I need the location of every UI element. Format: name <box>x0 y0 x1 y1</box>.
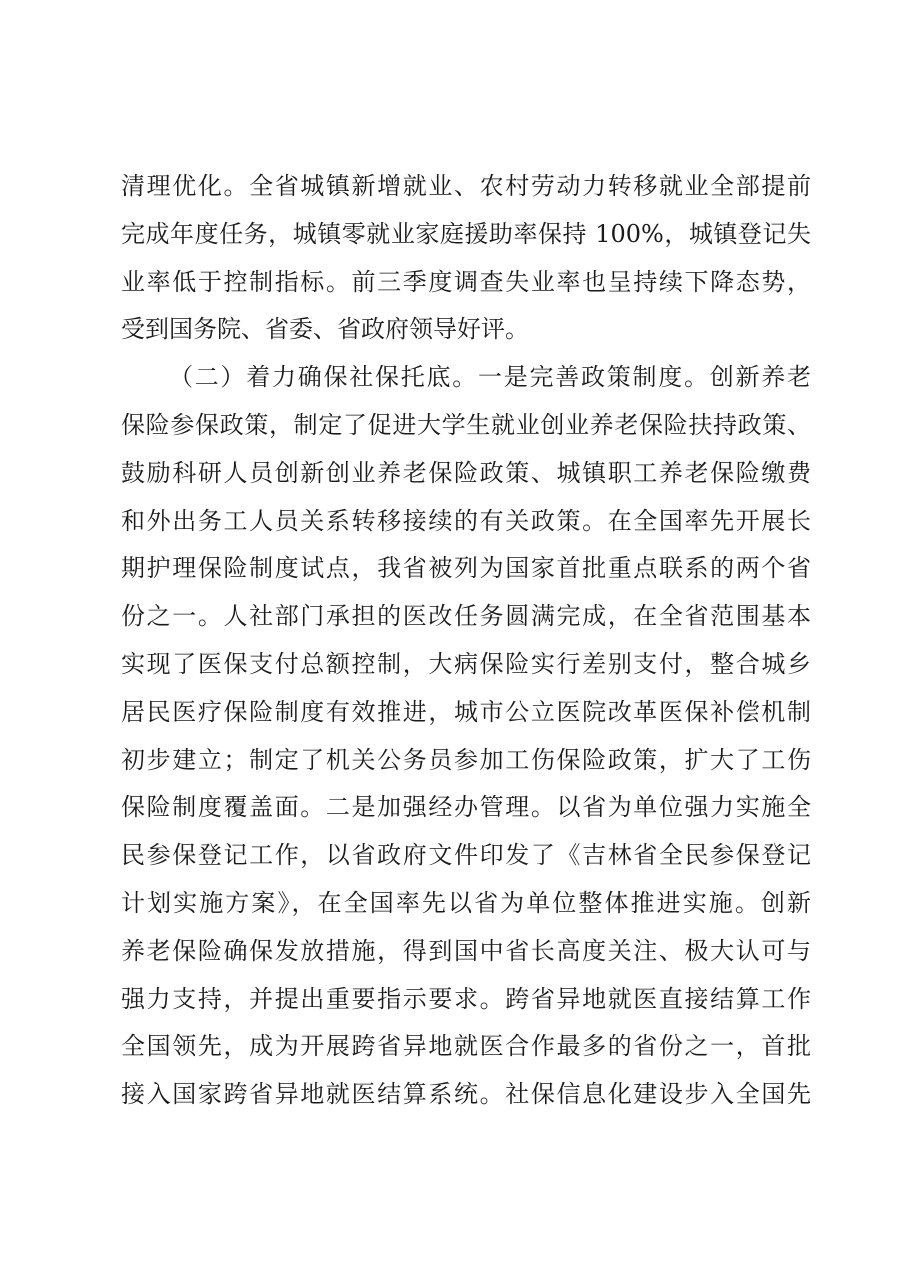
text-line-3: 业率低于控制指标。前三季度调查失业率也呈持续下降态势， <box>121 267 811 296</box>
text-line-2: 完成年度任务，城镇零就业家庭援助率保持 100%，城镇登记失 <box>121 219 811 248</box>
text-line-5: （二）着力确保社保托底。一是完善政策制度。创新养老 <box>169 363 811 392</box>
text-line-12: 居民医疗保险制度有效推进，城市公立医院改革医保补偿机制 <box>121 697 811 726</box>
text-line-14: 保险制度覆盖面。二是加强经办管理。以省为单位强力实施全 <box>121 793 811 822</box>
text-line-20: 接入国家跨省异地就医结算系统。社保信息化建设步入全国先 <box>121 1080 811 1109</box>
text-line-17: 养老保险确保发放措施，得到国中省长高度关注、极大认可与 <box>121 936 811 965</box>
text-line-1: 清理优化。全省城镇新增就业、农村劳动力转移就业全部提前 <box>121 172 811 200</box>
text-line-11: 实现了医保支付总额控制，大病保险实行差别支付，整合城乡 <box>121 649 811 678</box>
text-line-4: 受到国务院、省委、省政府领导好评。 <box>121 315 529 344</box>
text-line-15: 民参保登记工作，以省政府文件印发了《吉林省全民参保登记 <box>121 841 811 870</box>
text-line-19: 全国领先，成为开展跨省异地就医合作最多的省份之一，首批 <box>121 1032 811 1061</box>
text-line-8: 和外出务工人员关系转移接续的有关政策。在全国率先开展长 <box>121 506 811 535</box>
text-line-18: 强力支持，并提出重要指示要求。跨省异地就医直接结算工作 <box>121 984 811 1013</box>
text-line-16: 计划实施方案》，在全国率先以省为单位整体推进实施。创新 <box>121 888 811 917</box>
text-line-10: 份之一。人社部门承担的医改任务圆满完成，在全省范围基本 <box>121 602 811 631</box>
text-line-9: 期护理保险制度试点，我省被列为国家首批重点联系的两个省 <box>121 554 811 583</box>
text-line-13: 初步建立；制定了机关公务员参加工伤保险政策，扩大了工伤 <box>121 745 811 774</box>
document-body <box>121 167 811 1123</box>
text-line-7: 鼓励科研人员创新创业养老保险政策、城镇职工养老保险缴费 <box>121 458 811 487</box>
text-line-6: 保险参保政策，制定了促进大学生就业创业养老保险扶持政策、 <box>121 410 811 439</box>
